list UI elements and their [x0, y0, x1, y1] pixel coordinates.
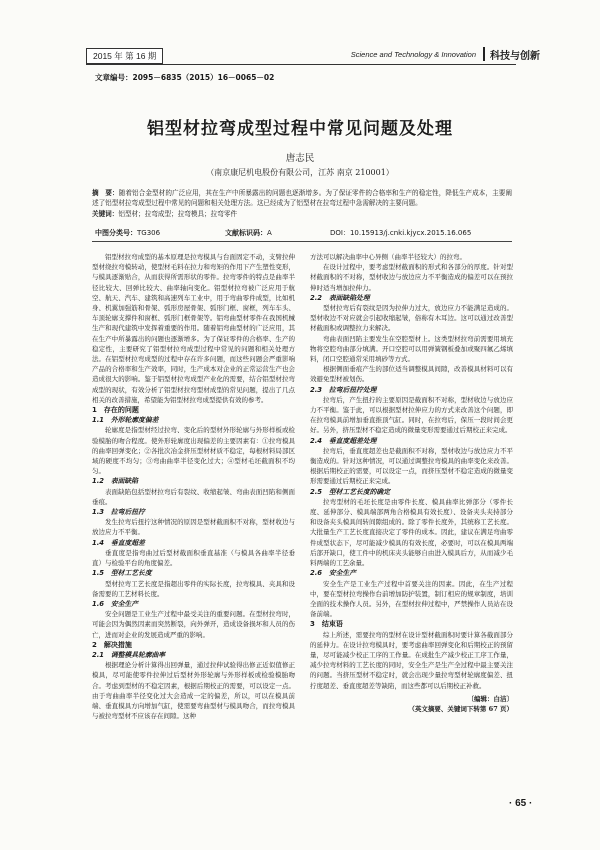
- clc-value: TG306: [137, 229, 161, 237]
- body-paragraph: 铝型材拉弯成型的基本原理是拉弯模具与台面固定不动，支臂拉伸型材绕拉弯模转动，使型材毛料在拉力和弯矩的作用下产生塑性变形，与模具逐渐贴合，从而获得所需形状的零件。拉弯零件的特点是曲率半径比较大、回弹比较大、曲率轴向变化。铝型材拉弯被广泛应用于航空、航天、汽车、建筑和高速列车工业中，用于弯曲零件成型，比如机身、机翼加强筋和骨架、弧形房屋骨架、弧形门框、窗框，列车车头、车顶轮廓支撑件和窗框、弧形门框骨架等。铝弯曲型材零件在我国机械生产和现代建筑中发挥着重要的作用。随着铝弯曲型材的广泛应用，其在生产中所暴露出的问题也逐渐增多。为了保证零件的合格率、生产的稳定性，主要研究了铝型材拉弯成型过程中常见的问题和相关处理方法。在铝型材拉弯成型的过程中存在许多问题，而这些问题会严重影响产品的合格率和生产效率，同时，生产成本对企业的正常运营生产也会造成很大的影响。鉴于铝型材拉弯成型产业化的需要，结合铝型材拉弯成型的现状，有效分析了铝型材拉弯型材成型的常见问题，提出了几点相关的改善措施，希望能为铝型材拉弯成型提供有效的参考。: [92, 253, 295, 404]
- document-code: [225, 228, 272, 238]
- subsection-heading: 2.4 垂直度超差处理: [310, 436, 377, 445]
- subsection-heading: 2.2 表面缺陷处理: [310, 293, 370, 302]
- clc-label: 中图分类号：: [95, 229, 137, 237]
- abstract-text: 随着铝合金型材的广泛应用，其在生产中所暴露出的问题也逐渐增多。为了保证零件的合格率和生产的稳定性，降低生产成本，主要阐述了铝型材拉弯成型过程中常见的问题和相关处理方法。这已经成为了铝型材在拉弯过程中急需解决的主要问题。: [92, 189, 512, 207]
- header-rule: [86, 64, 516, 65]
- subsection-heading: 2.1 调整模具轮廓曲率: [92, 650, 166, 659]
- section-heading: 3 结束语: [310, 620, 343, 629]
- subsection-heading: 1.4 垂直度超差: [92, 538, 145, 547]
- body-paragraph: 表面缺陷包括型材拉弯后有裂纹、收缩起皱、弯曲表面凹陷和侧面垂痕。: [92, 487, 295, 506]
- article-title: 铝型材拉弯成型过程中常见问题及处理: [147, 119, 453, 139]
- page-number: · 65 ·: [509, 798, 533, 809]
- subsection-heading: 1.3 拉弯后扭拧: [92, 508, 145, 517]
- header-separator: [483, 47, 485, 61]
- section-heading: 2 解决措施: [92, 640, 132, 649]
- author-name: 唐志民: [285, 153, 315, 164]
- body-paragraph: 轮廓度是指型材经过拉弯、变化后的型材外形轮廓与外形样板或检验模胎的吻合程度。使外形轮廓度出现偏差的主要因素有：①拉弯模具的曲率回弹变化；②各批次冶金挤压型材材质不稳定，每根材料局部区域的硬度不均匀；③弯曲曲率半径变化过大；④型材毛坯截面积不均匀。: [92, 426, 295, 476]
- subsection-heading: 1.2 表面缺陷: [92, 477, 139, 486]
- section-heading: 1 存在的问题: [92, 406, 139, 415]
- body-paragraph: 型材拉弯工艺长度是指超出零件的实际长度，拉弯模具、夹具和设备需要的工艺材料长度。: [92, 579, 295, 598]
- body-paragraph: 型材拉弯后有裂纹是因为拉伸力过大，放边应力不能满足造成的。型材收边不对应就会引起收缩起皱，俗称有木耳边。这可以通过改善型材截面积或调整拉力来解决。: [310, 304, 513, 333]
- body-paragraph: 拉弯后，垂直度超差也是截面积不对称，型材收边与放边应力不平衡造成的。针对这种情况，可以通过调整拉弯模具的曲率变化来改善。根据后期校正的需要，可以设定一点，而挤压型材不稳定造成的微量变形需要通过后期校正来完成。: [310, 446, 513, 486]
- abstract-block: [92, 188, 512, 219]
- abstract-rule: [92, 241, 512, 242]
- body-paragraph: 安全问题是工业生产过程中最受关注的重要问题。在型材拉弯时，可能会因为偶然因素而突然断裂，向外弹开，造成设备损坏和人员的伤亡，进而对企业的发展造成严重的影响。: [92, 610, 295, 639]
- journal-issue-badge: 2015 年 第 16 期: [86, 48, 163, 64]
- body-paragraph: 拉弯型材的毛坯长度是由零件长度、模具曲率比弹部分（零件长度、延伸部分、模具端部两角合格模具有效长度）、设备夹头夹持部分和设备夹头模具间转间隙组成的。除了零件长度外，其统称工艺长度。大批量生产工艺长度直接决定了零件的成本。因此，建议在满足弯曲零件成型状态下，尽可能减少模具的有效长度，必要时，可以在模具两端后部开缺口，使工件中的机床夹头能够自由进入模具后方，从而减少毛料两端的工艺余量。: [310, 497, 513, 568]
- left-column: [92, 252, 295, 721]
- body-paragraph: 综上所述，需要拉弯的型材在设计型材截面积时要计算各截面部分的延伸力。在设计拉弯模具时，要考虑曲率回弹变化和后期校正的预留量，尽可能减少校正工序的工作量。在成批生产减少校正工序工作量，减少拉弯材料的工艺长度的同时，安全生产是生产全过程中最主要关注的问题。当挤压型材不稳定时，就会出现少量拉弯型材轮廓度偏差、扭拧度超差、垂直度超差等缺陷，而这些都可以后期校正补救。: [310, 630, 513, 690]
- body-paragraph: 方法可以解决曲率中心异侧（曲率半径较大）的拉弯。: [310, 253, 466, 261]
- body-paragraph: 拉弯后，产生扭拧的主要原因是截面积不对称，型材收边与放边应力不平衡。鉴于此，可以根据型材拉伸应力的方式来改善这个问题，即在拉弯模具前增加垂直推顶气缸。同时，在拉弯后，保压一段时间会更好。另外，挤压型材不稳定造成的微量变形需要通过后期校正来完成。: [310, 395, 513, 435]
- body-paragraph: 垂直度是指弯曲过后型材截面积垂直基准（与模具各曲率半径垂直）与检验平台的角度偏差。: [92, 548, 295, 568]
- body-paragraph: 在设计过程中，要考虑型材截面积的形式和各部分的厚度。针对型材截面积的不对称，型材收边与放边应力不平衡造成的偏差可以在预拉伸时适当增加拉伸力。: [310, 263, 513, 292]
- author-affiliation: （南京康尼机电股份有限公司，江苏 南京 210001）: [206, 168, 394, 177]
- body-paragraph: 发生拉弯后扭拧这种情况的原因是型材截面积不对称，型材收边与放边应力不平衡。: [92, 518, 295, 537]
- subsection-heading: 1.5 型材工艺长度: [92, 569, 152, 578]
- subsection-heading: 2.3 拉弯后扭拧处理: [310, 385, 377, 394]
- body-paragraph: 根据侧面垂痕产生的部位适当调整模具间隙，改善模具材料可以有效避免型材被划伤。: [310, 365, 513, 384]
- article-number: 文章编号：2095－6835（2015）16－0065－02: [95, 73, 275, 82]
- right-column: [310, 252, 513, 714]
- keywords-label: 关键词：: [92, 210, 119, 218]
- journal-section: 科技与创新: [490, 51, 540, 62]
- document-code-label: 文献标识码：: [225, 229, 267, 237]
- abstract-label: 摘 要：: [92, 189, 119, 197]
- journal-name-english: Science and Technology & Innovation: [350, 50, 476, 59]
- subsection-heading: 2.6 安全生产: [310, 569, 357, 578]
- abstract: [92, 188, 512, 208]
- doi: DOI：10.15913/j.cnki.kjycx.2015.16.065: [330, 229, 472, 237]
- keywords-text: 铝型材；拉弯成型；拉弯模具；拉弯零件: [118, 210, 238, 218]
- keywords: [92, 209, 512, 219]
- subsection-heading: 2.5 型材工艺长度的确定: [310, 487, 391, 496]
- body-paragraph: 安全生产是工业生产过程中首要关注的因素。因此，在生产过程中，要在型材拉弯操作台前增加防护装置，制订相应的规章制度，培训全面的技术操作人员。另外，在型材拉伸过程中，严禁操作人员站在设备前端。: [310, 579, 513, 619]
- body-paragraph: 弯曲表面凹陷主要发生在空腔型材上。这类型材拉弯前需要用填充物将空腔弯曲部分填满。开口空腔可以用弹簧钢板叠加或聚四氟乙烯填料，闭口空腔通常采用填砂等方式。: [310, 334, 513, 364]
- subsection-heading: 1.6 安全生产: [92, 599, 139, 608]
- continued-note: （英文摘要、关键词下转第 67 页）: [408, 704, 513, 713]
- body-paragraph: 根据理论分析计算得出回弹量，通过拉伸试验得出修正近似值修正模具，尽可能使零件拉伸过后型材外形轮廓与外形样板或检验模胎吻合。考虑到型材的不稳定因素，根据后期校正的需要，可以设定一点。由于弯曲曲率半径变化过大会造成一定的偏差，所以，可以在模具前端、垂直模具方向增加气缸，使需要弯曲型材与模具吻合，而拉弯模具与被拉弯型材不应该存在间隙。这种: [92, 661, 295, 721]
- subsection-heading: 1.1 外形轮廓度偏差: [92, 416, 159, 425]
- clc-number: [95, 228, 160, 238]
- document-code-value: A: [267, 229, 272, 237]
- editor-note: 〔编辑：白洁〕: [467, 694, 513, 703]
